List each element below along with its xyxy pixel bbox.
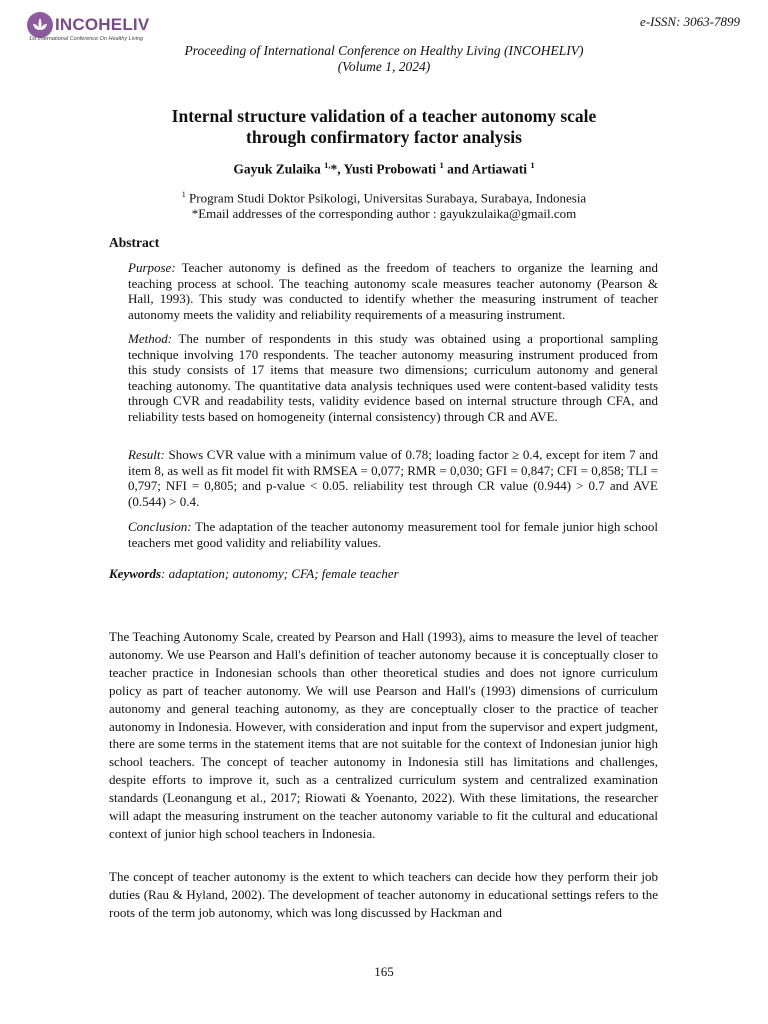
paper-title-line-2: through confirmatory factor analysis <box>246 127 522 147</box>
body-paragraph-2: The concept of teacher autonomy is the extent to which teachers can decide how they perform their job duties (Rau & Hyland, 2002). The development of teacher autonomy in educational settings refers to the roots of the term job autonomy, which was long discussed by Hackman and <box>109 869 658 920</box>
affiliation <box>0 187 768 206</box>
abstract-purpose <box>128 260 658 322</box>
lotus-icon <box>27 12 53 38</box>
proceeding-title: Proceeding of International Conference on Healthy Living (INCOHELIV) <box>184 43 584 58</box>
abstract-result-label: Result: <box>128 447 165 462</box>
abstract-heading: Abstract <box>109 235 160 250</box>
abstract-purpose-text: Teacher autonomy is defined as the freedom of teachers to organize the learning and teaching process at school. The teaching autonomy scale measures teacher autonomy (Pearson & Hall, 1993). This study was conducted to identify whether the measuring instrument of teacher autonomy meets the validity and reliability requirements of a measuring instrument. <box>128 260 658 322</box>
affiliation-block <box>0 187 768 222</box>
author-affiliation-mark: 1 <box>439 160 444 170</box>
keywords-label: Keywords <box>109 566 161 581</box>
page-number: 165 <box>374 964 394 979</box>
logo-subtitle: 1st International Conference On Healthy Living <box>29 36 144 42</box>
keywords-line <box>109 566 399 582</box>
author-name: Gayuk Zulaika <box>233 161 325 177</box>
affiliation-mark: 1 <box>181 190 186 199</box>
logo-name: INCOHELIV <box>55 15 150 34</box>
abstract-purpose-label: Purpose: <box>128 260 176 275</box>
abstract-method <box>128 331 658 424</box>
author-separator: *, <box>330 161 344 177</box>
author-name: Artiawati <box>471 161 531 177</box>
corresponding-email: *Email addresses of the corresponding author : gayukzulaika@gmail.com <box>191 206 577 222</box>
abstract-conclusion <box>128 519 658 550</box>
abstract-result <box>128 447 658 509</box>
abstract-conclusion-label: Conclusion: <box>128 519 192 534</box>
proceeding-volume: (Volume 1, 2024) <box>337 59 431 74</box>
abstract-conclusion-text: The adaptation of the teacher autonomy measurement tool for female junior high school teachers met good validity and reliability values. <box>128 519 658 550</box>
affiliation-text: Program Studi Doktor Psikologi, Universitas Surabaya, Surabaya, Indonesia <box>185 190 587 206</box>
conference-logo <box>27 12 149 42</box>
paper-title-line-1: Internal structure validation of a teacher autonomy scale <box>171 106 597 126</box>
author-name: Yusti Probowati <box>343 161 440 177</box>
abstract-method-text: The number of respondents in this study was obtained using a proportional sampling technique involving 170 respondents. The teacher autonomy measuring instrument produced from this study consists of 17 items that measure two dimensions; curriculum autonomy and general teaching autonomy. The quantitative data analysis techniques used were content-based validity tests through CVR and readability tests, validity evidence based on internal structure through CFA, and reliability tests based on homogeneity (internal consistency) through CR and AVE. <box>128 331 658 424</box>
keywords-value: : adaptation; autonomy; CFA; female teacher <box>161 566 399 581</box>
author-affiliation-mark: 1, <box>324 160 331 170</box>
body-paragraph-1: The Teaching Autonomy Scale, created by Pearson and Hall (1993), aims to measure the level of teacher autonomy. We use Pearson and Hall's definition of teacher autonomy because it is conceptually closer to teacher practice in Indonesian schools than other theoretical studies and does not ignore curriculum policy as part of teacher autonomy. We will use Pearson and Hall's (1993) dimensions of curriculum autonomy and general teaching autonomy, as they are conceptually closer to the practice of teacher autonomy in Indonesia. However, with consideration and input from the supervisor and expert judgment, there are some terms in the statement items that are not suitable for the context of Indonesian junior high school teachers. The concept of teacher autonomy in Indonesia still has limitations and challenges, despite efforts to improve it, such as a centralized curriculum system and centralized examination standards (Leonangung et al., 2017; Riowati & Yoenanto, 2022). With these limitations, the researcher will adapt the measuring instrument on the teacher autonomy variable to fit the cultural and educational context of junior high school teachers in Indonesia. <box>109 629 658 841</box>
issn-label: e-ISSN: 3063-7899 <box>639 14 740 29</box>
abstract-method-label: Method: <box>128 331 173 346</box>
author-affiliation-mark: 1 <box>530 160 535 170</box>
author-list <box>0 160 768 178</box>
proceeding-header <box>0 43 768 75</box>
author-separator: and <box>443 161 472 177</box>
abstract-result-text: Shows CVR value with a minimum value of 0.78; loading factor ≥ 0.4, except for item 7 and item 8, as well as fit model fit with RMSEA = 0,077; RMR = 0,030; GFI = 0,847; CFI = 0,858; TLI = 0,797; NFI = 0,805; and p-value < 0.05. reliability test through CR value (0.944) > 0.7 and AVE (0.544) > 0.4. <box>128 447 658 509</box>
paper-title <box>0 106 768 148</box>
